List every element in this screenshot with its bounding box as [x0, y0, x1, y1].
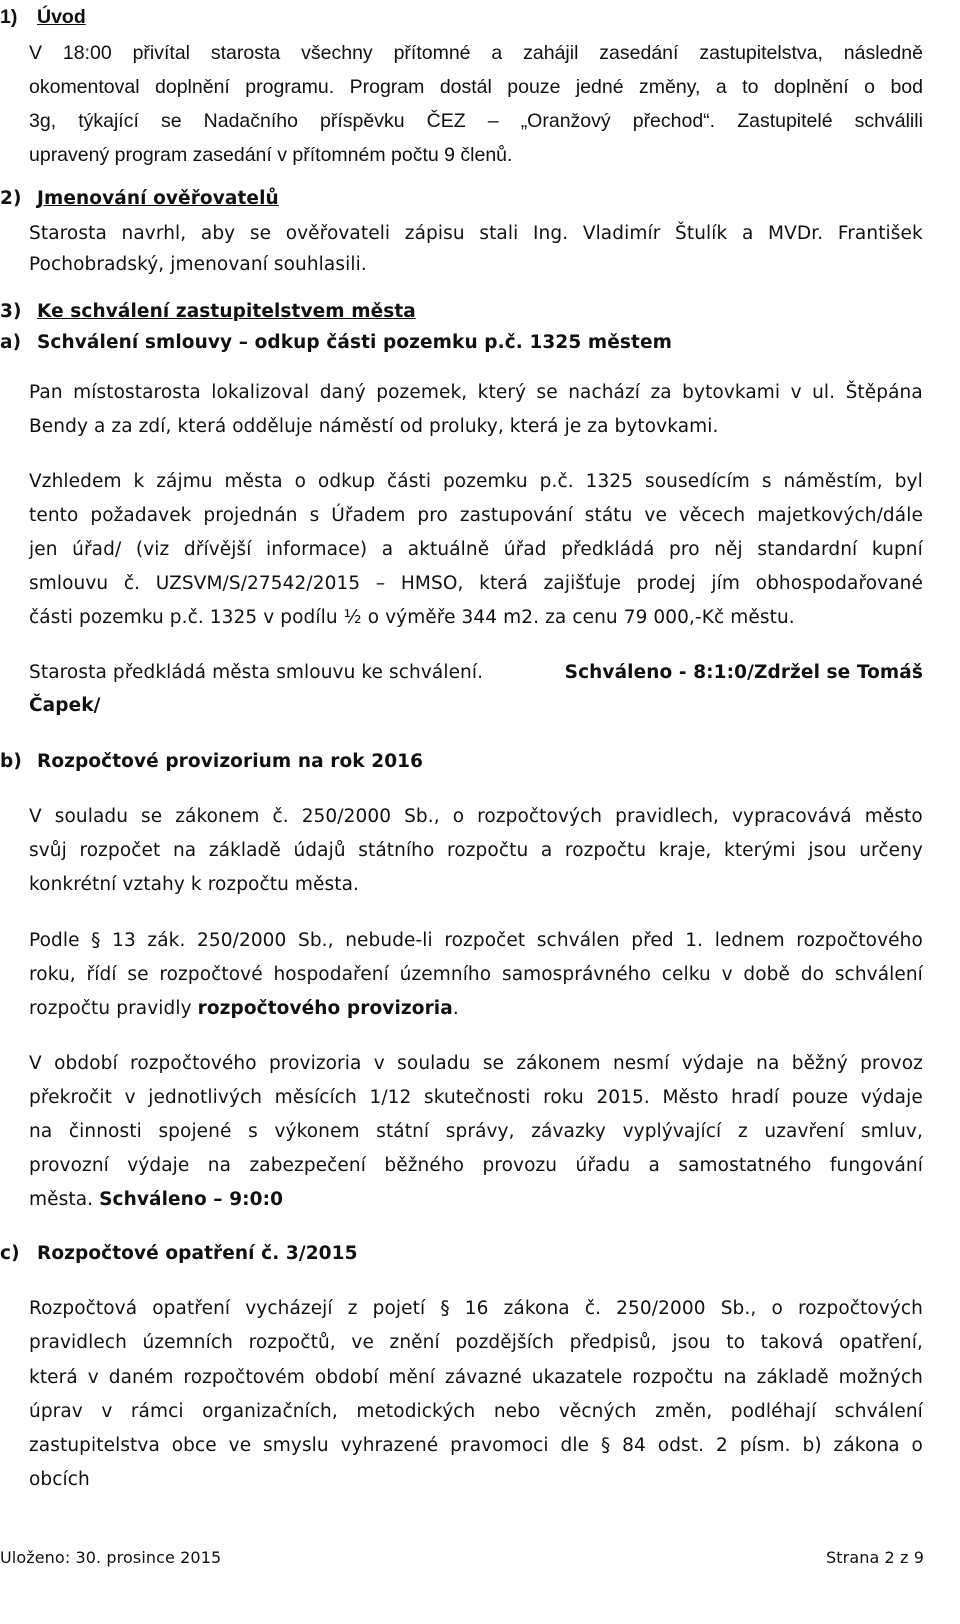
subsection-c-title: Rozpočtové opatření č. 3/2015 [37, 1243, 358, 1264]
subsection-a-heading [0, 329, 672, 357]
c-p1-line-6: obcích [29, 1469, 90, 1490]
b-p1-line-3: konkrétní vztahy k rozpočtu města. [29, 874, 360, 895]
s1-line-4: upravený program zasedání v přítomném počtu 9 členů. [29, 144, 513, 166]
b-p3-last-text: města. [29, 1189, 100, 1210]
a-p2-line-4: smlouvu č. UZSVM/S/27542/2015 – HMSO, která zajišťuje prodej jím obhospodařované [29, 573, 923, 594]
a-p3-text: Starosta předkládá města smlouvu ke schválení. [29, 662, 484, 683]
section-2-number: 2) [0, 188, 22, 209]
a-p3-line-1 [29, 659, 923, 687]
b-p2-last-text: rozpočtu pravidly [29, 998, 198, 1019]
b-p3-vote-result: Schváleno – 9:0:0 [99, 1189, 284, 1210]
c-p1-line-5: zastupitelstva obce ve smyslu vyhrazené pravomoci dle § 84 odst. 2 písm. b) zákona o [29, 1435, 923, 1456]
a-p3-vote-result: Schváleno - 8:1:0/Zdržel se Tomáš [564, 662, 923, 683]
a-p2-line-3: jen úřad/ (viz dřívější informace) a aktuálně úřad předkládá pro něj standardní kupní [29, 539, 923, 560]
b-p1-line-2: svůj rozpočet na základě údajů státního rozpočtu a rozpočtu kraje, kterými jsou určeny [29, 840, 923, 861]
a-p1-line-1: Pan místostarosta lokalizoval daný pozemek, který se nachází za bytovkami v ul. Štěpána [29, 382, 923, 403]
section-1-heading [0, 3, 86, 31]
page-footer [0, 1548, 960, 1576]
b-p3-line-2: překročit v jednotlivých měsících 1/12 skutečnosti roku 2015. Město hradí pouze výdaje [29, 1087, 923, 1108]
a-p3-line-2: Čapek/ [29, 695, 101, 716]
subsection-c-label: c) [0, 1243, 20, 1264]
c-p1-line-4: úprav v rámci organizačních, metodických nebo věcných změn, podléhají schválení [29, 1401, 923, 1422]
b-p2-line-1: Podle § 13 zák. 250/2000 Sb., nebude-li rozpočet schválen před 1. lednem rozpočtového [29, 930, 923, 951]
section-3-number: 3) [0, 301, 22, 322]
a-p1-line-2: Bendy a za zdí, která odděluje náměstí od proluky, která je za bytovkami. [29, 416, 719, 437]
b-p2-line-2: roku, řídí se rozpočtové hospodaření územního samosprávného celku v době do schválení [29, 964, 923, 985]
b-p1-line-1: V souladu se zákonem č. 250/2000 Sb., o rozpočtových pravidlech, vypracovává město [29, 806, 923, 827]
section-2-heading [0, 185, 279, 213]
b-p2-bold-term: rozpočtového provizoria [197, 998, 453, 1019]
c-p1-line-1: Rozpočtová opatření vycházejí z pojetí § 16 zákona č. 250/2000 Sb., o rozpočtových [29, 1298, 923, 1319]
section-1-number: 1) [0, 6, 18, 28]
b-p3-line-4: provozní výdaje na zabezpečení běžného provozu úřadu a samostatného fungování [29, 1155, 923, 1176]
subsection-a-title: Schválení smlouvy – odkup části pozemku p.č. 1325 městem [37, 332, 672, 353]
section-3-title: Ke schválení zastupitelstvem města [37, 301, 416, 322]
a-p2-line-2: tento požadavek projednán s Úřadem pro zastupování státu ve věcech majetkových/dále [29, 505, 923, 526]
subsection-b-label: b) [0, 751, 22, 772]
footer-saved-date: Uloženo: 30. prosince 2015 [0, 1548, 222, 1567]
a-p2-line-1: Vzhledem k zájmu města o odkup části pozemku p.č. 1325 sousedícím s náměstím, byl [29, 471, 923, 492]
b-p2-line-3 [29, 995, 459, 1023]
section-2-title: Jmenování ověřovatelů [37, 188, 279, 209]
subsection-a-label: a) [0, 332, 22, 353]
s1-line-3: 3g, týkající se Nadačního příspěvku ČEZ – „Oranžový přechod“. Zastupitelé schválili [29, 110, 923, 132]
b-p2-period: . [452, 998, 459, 1019]
section-3-heading [0, 298, 416, 326]
c-p1-line-3: která v daném rozpočtovém období mění závazné ukazatele rozpočtu na základě možných [29, 1367, 923, 1388]
s2-line-2: Pochobradský, jmenovaní souhlasili. [29, 254, 367, 275]
b-p3-line-1: V období rozpočtového provizoria v souladu se zákonem nesmí výdaje na běžný provoz [29, 1053, 923, 1074]
footer-page-number: Strana 2 z 9 [826, 1548, 924, 1567]
b-p3-line-5 [29, 1186, 283, 1214]
s2-line-1: Starosta navrhl, aby se ověřovateli zápisu stali Ing. Vladimír Štulík a MVDr. František [29, 223, 923, 244]
subsection-b-title: Rozpočtové provizorium na rok 2016 [37, 751, 424, 772]
subsection-b-heading [0, 748, 423, 776]
c-p1-line-2: pravidlech územních rozpočtů, ve znění pozdějších předpisů, jsou to taková opatření, [29, 1332, 923, 1353]
s1-line-2: okomentoval doplnění programu. Program dostál pouze jedné změny, a to doplnění o bod [29, 76, 923, 98]
b-p3-line-3: na činnosti spojené s výkonem státní správy, závazky vyplývající z uzavření smluv, [29, 1121, 923, 1142]
a-p2-line-5: části pozemku p.č. 1325 v podílu ½ o výměře 344 m2. za cenu 79 000,-Kč městu. [29, 607, 795, 628]
section-1-title: Úvod [37, 6, 86, 28]
s1-line-1: V 18:00 přivítal starosta všechny přítomné a zahájil zasedání zastupitelstva, následně [29, 42, 923, 64]
subsection-c-heading [0, 1240, 358, 1268]
